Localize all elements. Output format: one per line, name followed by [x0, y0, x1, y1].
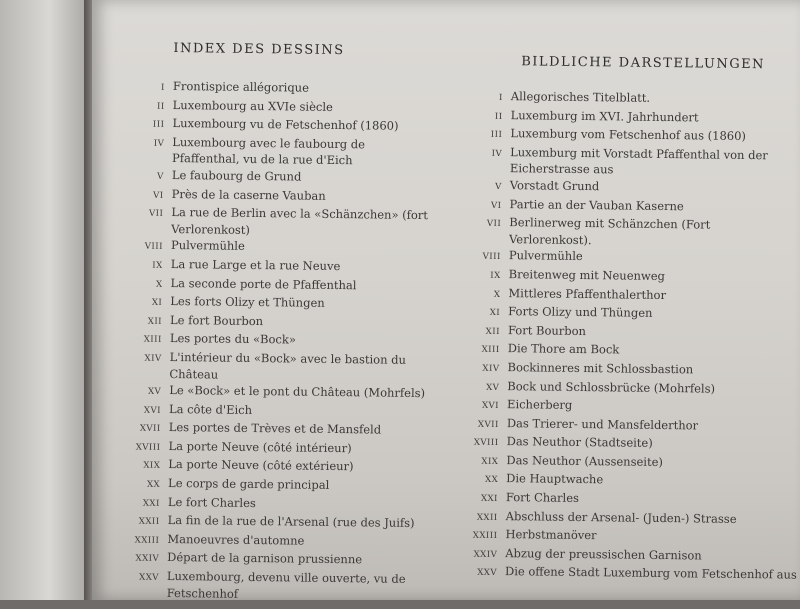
roman-numeral: III: [152, 119, 165, 131]
entry-title: Pulvermühle: [508, 248, 583, 264]
entry-title: Frontispice allégorique: [172, 78, 310, 95]
entry-title: Les portes du «Bock»: [169, 331, 296, 347]
roman-numeral: VII: [148, 208, 164, 220]
entry-title: Abzug der preussischen Garnison: [505, 545, 702, 563]
french-index-entry: [119, 567, 429, 604]
roman-numeral: VI: [490, 200, 502, 211]
roman-numeral: X: [493, 289, 501, 300]
roman-numeral: XI: [489, 308, 501, 319]
roman-numeral: IX: [490, 270, 501, 281]
page-content: [85, 0, 800, 609]
entry-title: Vorstadt Grund: [509, 178, 600, 194]
entry-title: Le fort Charles: [167, 494, 256, 510]
entry-title: Partie an der Vauban Kaserne: [509, 196, 684, 213]
entry-title: Fort Bourbon: [507, 322, 587, 338]
roman-numeral: V: [157, 171, 164, 182]
roman-numeral: XVII: [139, 423, 161, 435]
roman-numeral: XII: [485, 326, 501, 337]
entry-title: Bockinneres mit Schlossbastion: [507, 360, 694, 377]
entry-title: Le «Bock» et le pont du Château (Mohrfels): [169, 383, 426, 401]
book-page: [92, 0, 800, 600]
entry-title: Luxemburg vom Fetschenhof aus (1860): [510, 126, 747, 144]
roman-numeral: XXII: [138, 516, 160, 528]
entry-title: Luxembourg, devenu ville ouverte, vu de Fetschenhof: [166, 568, 406, 601]
entry-title: Forts Olizy und Thüngen: [508, 304, 653, 320]
roman-numeral: IV: [491, 148, 503, 159]
entry-title: Herbstmanöver: [505, 527, 597, 543]
roman-numeral: XVII: [477, 419, 499, 430]
left-page-edge: [0, 0, 90, 600]
entry-title: Das Neuthor (Aussenseite): [506, 452, 664, 469]
entry-title: Die Thore am Bock: [507, 341, 620, 357]
entry-title: Fort Charles: [505, 490, 580, 506]
roman-numeral: IV: [153, 138, 165, 149]
german-index-list: [455, 88, 797, 586]
roman-numeral: XI: [151, 297, 163, 309]
entry-title: La fin de la rue de l'Arsenal (rue des Juifs): [167, 513, 415, 531]
entry-title: Départ de la garnison prussienne: [167, 550, 363, 567]
roman-numeral: I: [161, 82, 165, 93]
roman-numeral: XV: [486, 382, 500, 393]
entry-title: Le corps de garde principal: [168, 476, 330, 492]
roman-numeral: VII: [486, 218, 502, 230]
entry-title: Abschluss der Arsenal- (Juden-) Strasse: [505, 508, 737, 526]
german-index-heading: BILDLICHE DARSTELLUNGEN: [521, 54, 766, 73]
entry-title: Mittleres Pfaffenthalerthor: [508, 285, 667, 302]
entry-title: Luxemburg im XVI. Jahrhundert: [510, 107, 699, 125]
roman-numeral: XVIII: [135, 442, 161, 453]
roman-numeral: II: [494, 111, 503, 122]
roman-numeral: XX: [484, 475, 499, 486]
entry-title: Luxembourg vu de Fetschenhof (1860): [172, 116, 399, 133]
roman-numeral: VIII: [482, 252, 501, 263]
roman-numeral: VI: [153, 190, 164, 201]
french-index-heading: INDEX DES DESSINS: [173, 40, 345, 59]
entry-title: Luxembourg au XVIe siècle: [172, 97, 333, 114]
roman-numeral: XIX: [143, 461, 161, 472]
entry-title: Luxembourg avec le faubourg de Pfaffenthal, vu de la rue d'Eich: [171, 134, 366, 168]
entry-title: Près de la caserne Vauban: [171, 186, 326, 203]
french-index-entry: [121, 348, 431, 385]
german-index-entry: [455, 563, 797, 586]
entry-title: Breitenweg mit Neuenweg: [508, 267, 666, 283]
roman-numeral: XII: [147, 316, 163, 327]
entry-title: L'intérieur du «Bock» avec le bastion du Château: [169, 349, 407, 382]
roman-numeral: XXV: [139, 572, 160, 583]
entry-title: La côte d'Eich: [168, 401, 253, 417]
entry-title: Die offene Stadt Luxemburg vom Fetschenhof aus: [504, 564, 797, 583]
german-index-entry: [459, 214, 779, 251]
roman-numeral: XIII: [143, 334, 162, 346]
roman-numeral: XIX: [481, 456, 499, 467]
roman-numeral: XXIII: [134, 535, 160, 546]
roman-numeral: XVI: [481, 400, 500, 412]
entry-title: Pulvermühle: [170, 238, 245, 254]
roman-numeral: XXIV: [473, 549, 498, 560]
entry-title: Allegorisches Titelblatt.: [510, 89, 651, 105]
roman-numeral: XIV: [482, 363, 500, 374]
roman-numeral: XXI: [142, 498, 160, 509]
entry-title: Eicherberg: [507, 397, 573, 412]
french-index-list: [119, 77, 435, 604]
entry-title: Les portes de Trèves et de Mansfeld: [168, 420, 382, 437]
entry-title: La porte Neuve (côté extérieur): [168, 457, 354, 474]
roman-numeral: X: [155, 279, 163, 290]
entry-title: Le fort Bourbon: [170, 312, 264, 328]
entry-title: Das Trierer- und Mansfelderthor: [506, 415, 699, 433]
entry-title: La rue Large et la rue Neuve: [170, 256, 341, 273]
roman-numeral: XVIII: [473, 437, 499, 449]
roman-numeral: I: [498, 92, 503, 104]
entry-title: Bock und Schlossbrücke (Mohrfels): [507, 378, 716, 396]
roman-numeral: XIV: [144, 353, 162, 364]
roman-numeral: XXI: [480, 493, 498, 505]
roman-numeral: XVI: [143, 405, 162, 416]
entry-title: Luxemburg mit Vorstadt Pfaffenthal von der Eicherstrasse aus: [509, 144, 768, 177]
roman-numeral: IX: [152, 260, 163, 271]
roman-numeral: XX: [146, 479, 161, 490]
roman-numeral: XXIV: [135, 554, 160, 565]
french-index-entry: [124, 133, 434, 170]
roman-numeral: XXII: [476, 512, 498, 523]
entry-title: Berlinerweg mit Schänzchen (Fort Verlorenkost).: [509, 215, 711, 247]
roman-numeral: V: [495, 181, 502, 192]
roman-numeral: III: [490, 130, 503, 141]
entry-title: Manoeuvres d'automne: [167, 531, 305, 548]
entry-title: Die Hauptwache: [506, 471, 604, 487]
french-index-entry: [123, 204, 433, 241]
german-index-entry: [460, 143, 780, 180]
entry-title: La rue de Berlin avec la «Schänzchen» (fort Verlorenkost): [171, 205, 429, 237]
entry-title: La porte Neuve (côté intérieur): [168, 438, 352, 456]
entry-title: La seconde porte de Pfaffenthal: [170, 275, 357, 292]
roman-numeral: XXV: [477, 568, 498, 579]
entry-title: Les forts Olizy et Thüngen: [170, 294, 325, 310]
roman-numeral: XV: [147, 386, 162, 397]
roman-numeral: XXIII: [472, 530, 498, 542]
roman-numeral: XIII: [481, 345, 500, 356]
roman-numeral: VIII: [144, 242, 164, 253]
entry-title: Le faubourg de Grund: [171, 167, 302, 184]
entry-title: Das Neuthor (Stadtseite): [506, 434, 653, 451]
roman-numeral: II: [156, 101, 165, 112]
